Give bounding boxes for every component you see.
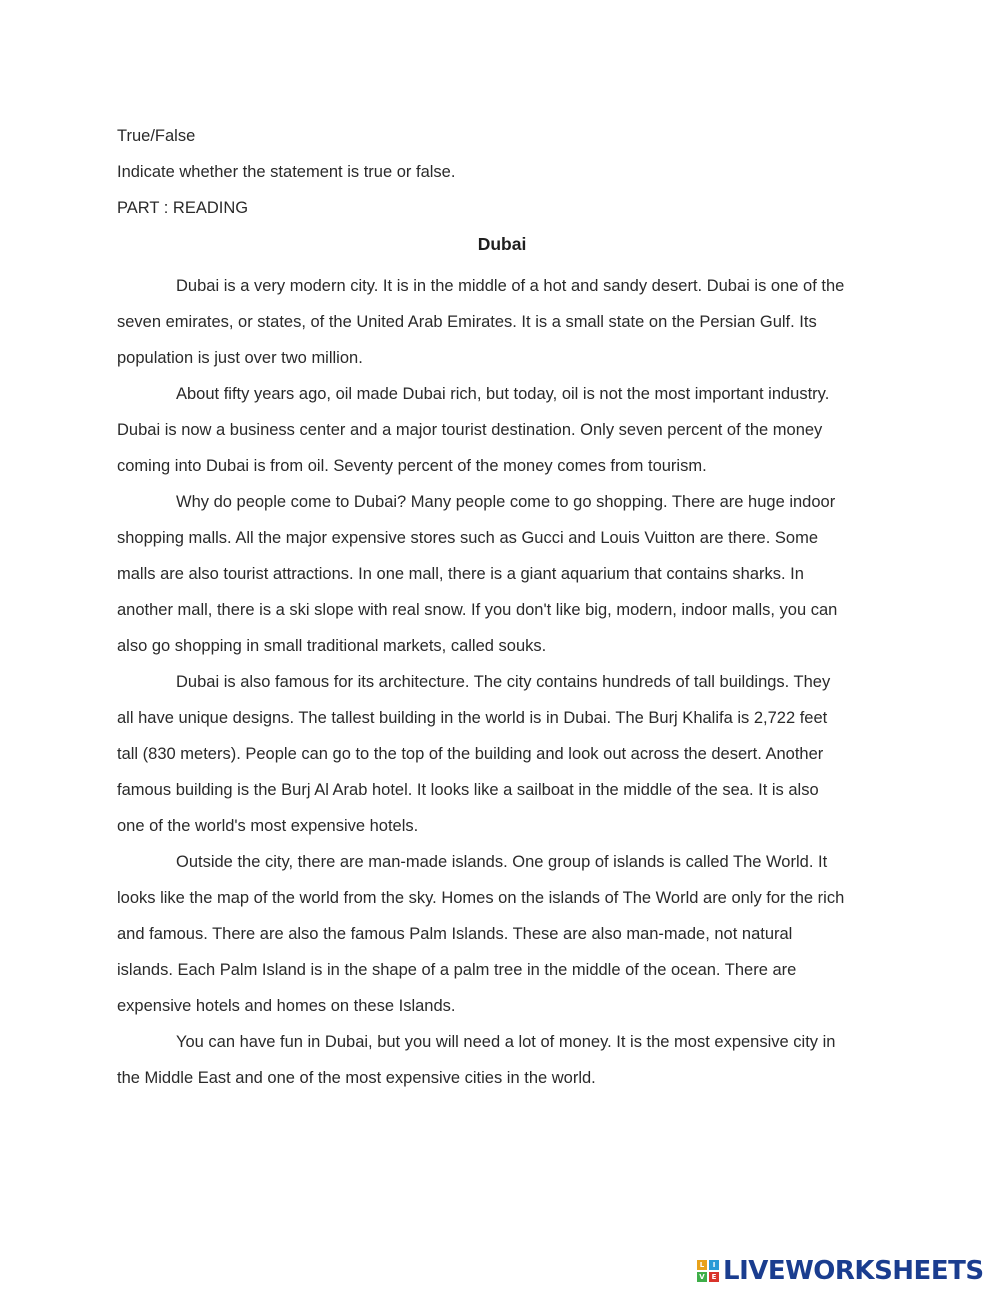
paragraph-line: all have unique designs. The tallest building in the world is in Dubai. The Burj Khalifa is 2,722 feet [117, 709, 828, 727]
paragraph-line: islands. Each Palm Island is in the shape of a palm tree in the middle of the ocean. There are [117, 961, 797, 979]
article-paragraph [117, 1024, 887, 1096]
paragraph-line: the Middle East and one of the most expensive cities in the world. [117, 1069, 596, 1087]
article-paragraph [117, 664, 887, 844]
paragraph-line: coming into Dubai is from oil. Seventy percent of the money comes from tourism. [117, 457, 707, 475]
instruction-text: Indicate whether the statement is true or false. [117, 163, 456, 181]
logo-block: V [697, 1272, 707, 1282]
paragraph-line: also go shopping in small traditional markets, called souks. [117, 637, 547, 655]
paragraph-line: one of the world's most expensive hotels. [117, 817, 419, 835]
paragraph-line: Dubai is also famous for its architecture. The city contains hundreds of tall buildings. They [176, 673, 831, 691]
article-paragraph [117, 844, 887, 1024]
paragraph-line: About fifty years ago, oil made Dubai rich, but today, oil is not the most important industry. [176, 385, 830, 403]
paragraph-line: Dubai is now a business center and a major tourist destination. Only seven percent of the money [117, 421, 823, 439]
paragraph-line: famous building is the Burj Al Arab hotel. It looks like a sailboat in the middle of the sea. It is also [117, 781, 819, 799]
paragraph-line: another mall, there is a ski slope with real snow. If you don't like big, modern, indoor malls, you can [117, 601, 838, 619]
paragraph-line: You can have fun in Dubai, but you will need a lot of money. It is the most expensive city in [176, 1033, 836, 1051]
paragraph-line: seven emirates, or states, of the United Arab Emirates. It is a small state on the Persian Gulf. Its [117, 313, 817, 331]
part-label: PART : READING [117, 199, 249, 217]
logo-blocks-icon [697, 1260, 719, 1282]
logo-text: LIVEWORKSHEETS [723, 1256, 984, 1286]
logo-block: L [697, 1260, 707, 1270]
paragraph-line: expensive hotels and homes on these Islands. [117, 997, 456, 1015]
paragraph-line: malls are also tourist attractions. In one mall, there is a giant aquarium that contains sharks. In [117, 565, 804, 583]
article-body [117, 268, 887, 1096]
paragraph-line: Outside the city, there are man-made islands. One group of islands is called The World. It [176, 853, 828, 871]
paragraph-line: shopping malls. All the major expensive stores such as Gucci and Louis Vuitton are there. Some [117, 529, 819, 547]
paragraph-line: tall (830 meters). People can go to the top of the building and look out across the desert. Another [117, 745, 824, 763]
paragraph-line: population is just over two million. [117, 349, 363, 367]
liveworksheets-logo [697, 1256, 984, 1286]
worksheet-page [117, 124, 887, 1096]
article-paragraph [117, 376, 887, 484]
paragraph-line: looks like the map of the world from the sky. Homes on the islands of The World are only for the rich [117, 889, 845, 907]
section-type: True/False [117, 127, 196, 145]
article-paragraph [117, 484, 887, 664]
paragraph-line: Why do people come to Dubai? Many people come to go shopping. There are huge indoor [176, 493, 836, 511]
paragraph-line: Dubai is a very modern city. It is in the middle of a hot and sandy desert. Dubai is one of the [176, 277, 845, 295]
logo-block: I [709, 1260, 719, 1270]
paragraph-line: and famous. There are also the famous Palm Islands. These are also man-made, not natural [117, 925, 793, 943]
article-title: Dubai [477, 234, 527, 254]
logo-block: E [709, 1272, 719, 1282]
article-paragraph [117, 268, 887, 376]
